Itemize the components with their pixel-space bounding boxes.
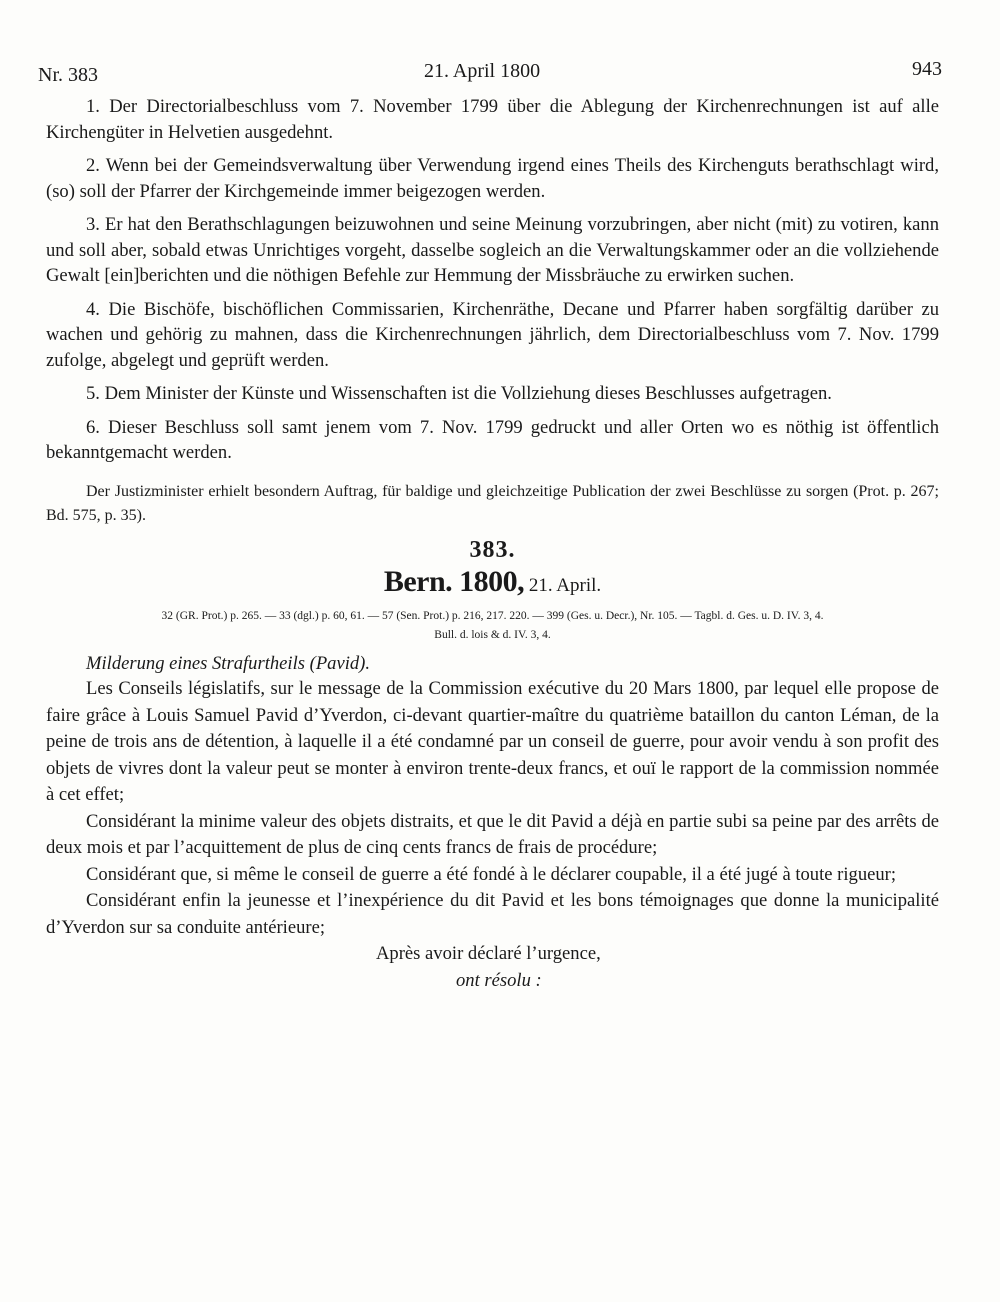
german-paragraph-4: 4. Die Bischöfe, bischöflichen Commissarien, Kirchenräthe, Decane und Pfarrer haben sorgfältig darüber zu wachen und gehörig zu mahnen, dass die Kirchenrechnungen jährlich, dem Directorialbeschluss vom 7. Nov. 1799 zufolge, abgelegt und geprüft werden.	[46, 298, 939, 371]
entry-title: Milderung eines Strafurtheils (Pavid).	[86, 652, 371, 674]
document-body	[46, 94, 939, 994]
page-number: 943	[912, 58, 942, 80]
entry-date: 21. April.	[528, 575, 602, 596]
entry-city-year: Bern. 1800,	[383, 565, 525, 598]
french-paragraph-3: Considérant que, si même le conseil de guerre a été fondé à le déclarer coupable, il a été jugé à toute rigueur;	[86, 863, 897, 885]
source-references-line-2: Bull. d. lois & d. IV. 3, 4.	[434, 628, 551, 641]
german-paragraph-3: 3. Er hat den Berathschlagungen beizuwohnen und seine Meinung vorzubringen, aber nicht (mit) zu votiren, kann und soll aber, sobald etwas Unrichtiges vorgeht, dasselbe sogleich an die Verwaltungskammer oder an die vollziehende Gewalt [ein]berichten und die nöthigen Befehle zur Hemmung der Missbräuche zu erwirken suchen.	[46, 214, 939, 286]
german-paragraph-2: 2. Wenn bei der Gemeindsverwaltung über Verwendung irgend eines Theils des Kirchenguts berathschlagt wird, (so) soll der Pfarrer der Kirchgemeinde immer beigezogen werden.	[46, 155, 939, 202]
entry-number: 383.	[469, 536, 516, 563]
resolu-line: ont résolu :	[456, 969, 542, 991]
justice-note: Der Justizminister erhielt besondern Auftrag, für baldige und gleichzeitige Publication der zwei Beschlüsse zu sorgen (Prot. p. 267; Bd. 575, p. 35).	[46, 482, 939, 524]
french-paragraph-4: Considérant enfin la jeunesse et l’inexpérience du dit Pavid et les bons témoignages que donne la municipalité d’Yverdon sur sa conduite antérieure;	[46, 890, 939, 938]
source-references-line-1: 32 (GR. Prot.) p. 265. — 33 (dgl.) p. 60, 61. — 57 (Sen. Prot.) p. 216, 217. 220. — 399 (Ges. u. Decr.), Nr. 105. — Tagbl. d. Ges. u. D. IV. 3, 4.	[161, 609, 824, 622]
entry-place-date	[46, 565, 939, 599]
source-references	[46, 607, 939, 645]
french-paragraph-2: Considérant la minime valeur des objets distraits, et que le dit Pavid a déjà en partie subi sa peine par des arrêts de deux mois et par l’acquittement de plus de cinq cents francs de frais de procédure;	[46, 810, 939, 858]
german-paragraph-1: 1. Der Directorialbeschluss vom 7. November 1799 über die Ablegung der Kirchenrechnungen ist auf alle Kirchengüter in Helvetien ausgedehnt.	[46, 96, 939, 143]
header-date: 21. April 1800	[424, 60, 541, 82]
urgence-line: Après avoir déclaré l’urgence,	[376, 943, 601, 964]
german-paragraph-6: 6. Dieser Beschluss soll samt jenem vom 7. Nov. 1799 gedruckt und aller Orten wo es nöthig ist öffentlich bekanntgemacht werden.	[46, 416, 939, 463]
entry-number-header: Nr. 383	[38, 64, 98, 86]
german-paragraph-5: 5. Dem Minister der Künste und Wissenschaften ist die Vollziehung dieses Beschlusses aufgetragen.	[86, 383, 832, 404]
french-paragraph-1: Les Conseils législatifs, sur le message de la Commission exécutive du 20 Mars 1800, par lequel elle propose de faire grâce à Louis Samuel Pavid d’Yverdon, ci-devant quartier-maître du quatrième bataillon du canton Léman, de la peine de trois ans de détention, à laquelle il a été condamné par un conseil de guerre, pour avoir vendu à son profit des objets de vivres dont la valeur peut se monter à environ trente-deux francs, et ouï le rapport de la commission nommée à cet effet;	[46, 678, 939, 805]
page-header	[38, 58, 942, 88]
